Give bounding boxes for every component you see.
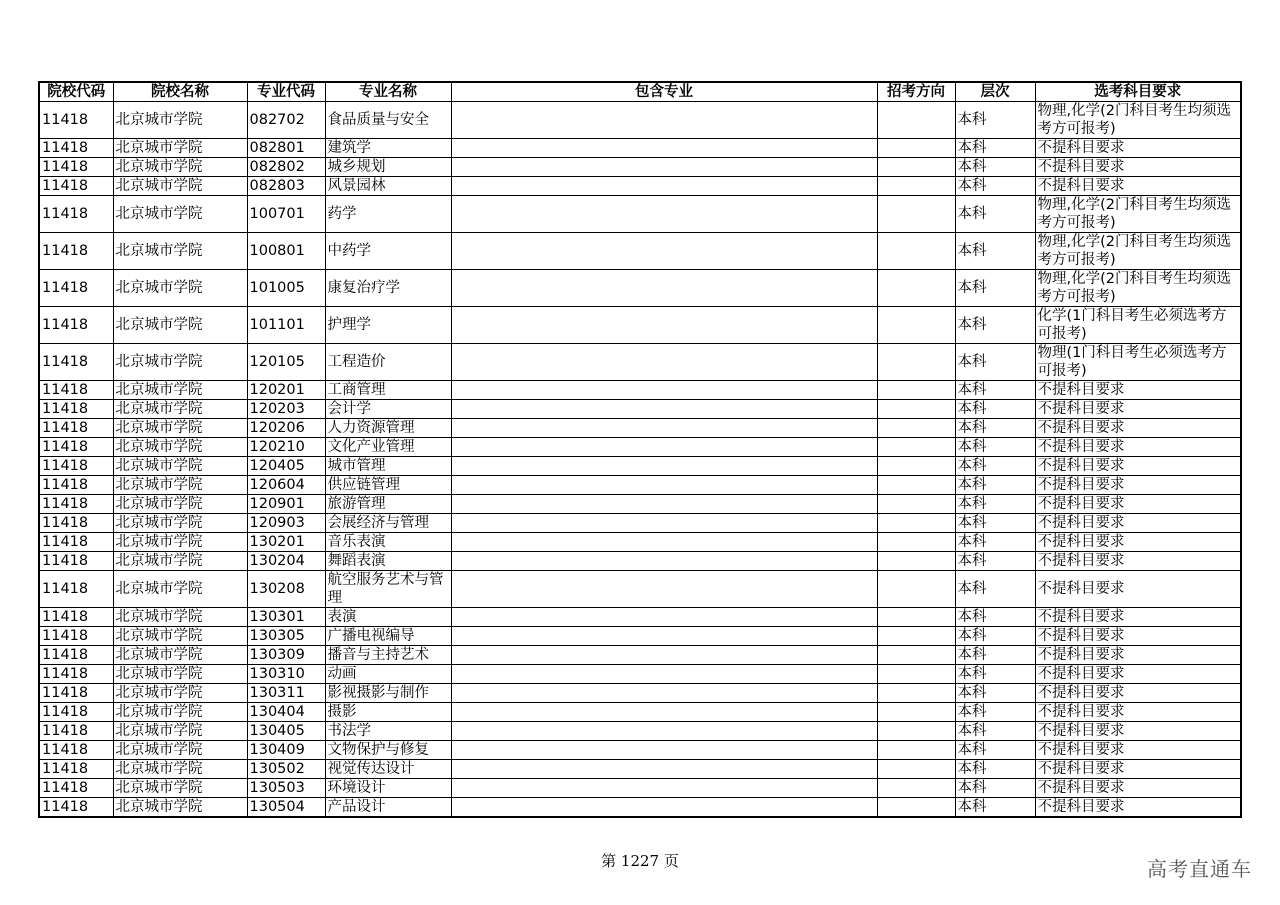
cell-level: 本科 [955, 703, 1035, 722]
cell-included-majors [451, 344, 877, 381]
cell-school-code: 11418 [39, 102, 113, 139]
cell-major-code: 082802 [247, 158, 325, 177]
cell-major-code: 130208 [247, 571, 325, 608]
cell-major-name: 供应链管理 [325, 476, 451, 495]
cell-subject-requirement: 不提科目要求 [1035, 438, 1241, 457]
cell-school-code: 11418 [39, 646, 113, 665]
cell-school-code: 11418 [39, 438, 113, 457]
cell-included-majors [451, 476, 877, 495]
cell-subject-requirement: 不提科目要求 [1035, 571, 1241, 608]
cell-direction [877, 665, 955, 684]
cell-school-code: 11418 [39, 514, 113, 533]
cell-level: 本科 [955, 627, 1035, 646]
cell-level: 本科 [955, 779, 1035, 798]
cell-school-code: 11418 [39, 533, 113, 552]
cell-school-code: 11418 [39, 270, 113, 307]
cell-major-name: 动画 [325, 665, 451, 684]
cell-school-code: 11418 [39, 552, 113, 571]
table-row [39, 552, 1241, 571]
cell-level: 本科 [955, 438, 1035, 457]
cell-major-code: 130301 [247, 608, 325, 627]
cell-major-name: 工程造价 [325, 344, 451, 381]
cell-major-code: 130310 [247, 665, 325, 684]
cell-direction [877, 684, 955, 703]
cell-included-majors [451, 233, 877, 270]
table-row [39, 571, 1241, 608]
cell-major-code: 082801 [247, 139, 325, 158]
cell-major-name: 表演 [325, 608, 451, 627]
table-row [39, 798, 1241, 818]
cell-level: 本科 [955, 233, 1035, 270]
cell-school-name: 北京城市学院 [113, 196, 247, 233]
cell-included-majors [451, 102, 877, 139]
cell-included-majors [451, 722, 877, 741]
cell-school-name: 北京城市学院 [113, 438, 247, 457]
cell-school-name: 北京城市学院 [113, 627, 247, 646]
cell-subject-requirement: 不提科目要求 [1035, 158, 1241, 177]
cell-direction [877, 438, 955, 457]
table-row [39, 307, 1241, 344]
cell-subject-requirement: 不提科目要求 [1035, 381, 1241, 400]
cell-school-name: 北京城市学院 [113, 476, 247, 495]
cell-direction [877, 608, 955, 627]
cell-subject-requirement: 不提科目要求 [1035, 703, 1241, 722]
cell-level: 本科 [955, 495, 1035, 514]
cell-school-name: 北京城市学院 [113, 646, 247, 665]
cell-major-code: 130502 [247, 760, 325, 779]
cell-school-name: 北京城市学院 [113, 233, 247, 270]
cell-major-code: 130503 [247, 779, 325, 798]
cell-direction [877, 495, 955, 514]
cell-subject-requirement: 不提科目要求 [1035, 798, 1241, 818]
cell-subject-requirement: 不提科目要求 [1035, 139, 1241, 158]
cell-major-code: 130409 [247, 741, 325, 760]
table-row [39, 495, 1241, 514]
cell-included-majors [451, 552, 877, 571]
cell-major-code: 120405 [247, 457, 325, 476]
cell-level: 本科 [955, 741, 1035, 760]
cell-major-code: 130504 [247, 798, 325, 818]
cell-level: 本科 [955, 476, 1035, 495]
cell-school-name: 北京城市学院 [113, 139, 247, 158]
cell-included-majors [451, 419, 877, 438]
table-row [39, 270, 1241, 307]
cell-subject-requirement: 不提科目要求 [1035, 627, 1241, 646]
cell-school-name: 北京城市学院 [113, 457, 247, 476]
col-header-school-code: 院校代码 [39, 82, 113, 102]
cell-subject-requirement: 不提科目要求 [1035, 646, 1241, 665]
col-header-level: 层次 [955, 82, 1035, 102]
page-number: 第 1227 页 [601, 852, 679, 870]
cell-major-name: 护理学 [325, 307, 451, 344]
table-row [39, 233, 1241, 270]
cell-major-code: 120105 [247, 344, 325, 381]
cell-included-majors [451, 196, 877, 233]
cell-subject-requirement: 不提科目要求 [1035, 457, 1241, 476]
cell-school-code: 11418 [39, 233, 113, 270]
cell-included-majors [451, 779, 877, 798]
cell-level: 本科 [955, 571, 1035, 608]
cell-level: 本科 [955, 381, 1035, 400]
cell-level: 本科 [955, 344, 1035, 381]
cell-major-name: 摄影 [325, 703, 451, 722]
cell-direction [877, 177, 955, 196]
cell-school-code: 11418 [39, 798, 113, 818]
cell-major-name: 环境设计 [325, 779, 451, 798]
cell-major-name: 中药学 [325, 233, 451, 270]
cell-school-code: 11418 [39, 177, 113, 196]
cell-level: 本科 [955, 798, 1035, 818]
cell-major-code: 100801 [247, 233, 325, 270]
cell-school-name: 北京城市学院 [113, 741, 247, 760]
cell-direction [877, 514, 955, 533]
cell-included-majors [451, 307, 877, 344]
cell-school-code: 11418 [39, 571, 113, 608]
cell-direction [877, 741, 955, 760]
cell-included-majors [451, 798, 877, 818]
table-row [39, 741, 1241, 760]
cell-included-majors [451, 139, 877, 158]
cell-major-code: 101005 [247, 270, 325, 307]
cell-included-majors [451, 438, 877, 457]
table-row [39, 196, 1241, 233]
table-row [39, 438, 1241, 457]
cell-school-name: 北京城市学院 [113, 177, 247, 196]
cell-direction [877, 139, 955, 158]
cell-subject-requirement: 不提科目要求 [1035, 684, 1241, 703]
cell-level: 本科 [955, 270, 1035, 307]
cell-direction [877, 400, 955, 419]
cell-school-name: 北京城市学院 [113, 495, 247, 514]
col-header-major-name: 专业名称 [325, 82, 451, 102]
cell-subject-requirement: 物理(1门科目考生必须选考方可报考) [1035, 344, 1241, 381]
cell-major-name: 食品质量与安全 [325, 102, 451, 139]
cell-school-code: 11418 [39, 476, 113, 495]
cell-direction [877, 533, 955, 552]
cell-major-code: 120203 [247, 400, 325, 419]
cell-major-name: 文物保护与修复 [325, 741, 451, 760]
cell-major-name: 城市管理 [325, 457, 451, 476]
cell-school-code: 11418 [39, 608, 113, 627]
col-header-direction: 招考方向 [877, 82, 955, 102]
cell-school-name: 北京城市学院 [113, 307, 247, 344]
cell-direction [877, 760, 955, 779]
cell-subject-requirement: 物理,化学(2门科目考生均须选考方可报考) [1035, 196, 1241, 233]
cell-major-code: 100701 [247, 196, 325, 233]
cell-included-majors [451, 627, 877, 646]
table-row [39, 779, 1241, 798]
cell-major-code: 130404 [247, 703, 325, 722]
cell-school-code: 11418 [39, 307, 113, 344]
cell-major-name: 人力资源管理 [325, 419, 451, 438]
cell-school-name: 北京城市学院 [113, 400, 247, 419]
cell-major-code: 130204 [247, 552, 325, 571]
cell-level: 本科 [955, 684, 1035, 703]
cell-major-code: 130311 [247, 684, 325, 703]
cell-school-name: 北京城市学院 [113, 514, 247, 533]
cell-level: 本科 [955, 722, 1035, 741]
cell-major-code: 120210 [247, 438, 325, 457]
cell-level: 本科 [955, 158, 1035, 177]
cell-direction [877, 307, 955, 344]
cell-major-name: 书法学 [325, 722, 451, 741]
cell-subject-requirement: 不提科目要求 [1035, 495, 1241, 514]
cell-level: 本科 [955, 177, 1035, 196]
table-header-row [39, 82, 1241, 102]
cell-included-majors [451, 514, 877, 533]
cell-major-code: 082803 [247, 177, 325, 196]
cell-level: 本科 [955, 457, 1035, 476]
cell-school-name: 北京城市学院 [113, 608, 247, 627]
cell-level: 本科 [955, 760, 1035, 779]
cell-subject-requirement: 不提科目要求 [1035, 419, 1241, 438]
cell-subject-requirement: 化学(1门科目考生必须选考方可报考) [1035, 307, 1241, 344]
table-row [39, 684, 1241, 703]
table-row [39, 760, 1241, 779]
cell-school-name: 北京城市学院 [113, 552, 247, 571]
cell-direction [877, 703, 955, 722]
cell-included-majors [451, 608, 877, 627]
cell-major-code: 120901 [247, 495, 325, 514]
cell-subject-requirement: 不提科目要求 [1035, 779, 1241, 798]
cell-school-code: 11418 [39, 400, 113, 419]
cell-major-name: 产品设计 [325, 798, 451, 818]
table-row [39, 627, 1241, 646]
cell-school-name: 北京城市学院 [113, 381, 247, 400]
cell-school-code: 11418 [39, 196, 113, 233]
table-row [39, 381, 1241, 400]
cell-level: 本科 [955, 196, 1035, 233]
cell-school-name: 北京城市学院 [113, 798, 247, 818]
cell-level: 本科 [955, 400, 1035, 419]
cell-level: 本科 [955, 102, 1035, 139]
cell-direction [877, 457, 955, 476]
cell-school-code: 11418 [39, 760, 113, 779]
cell-major-name: 建筑学 [325, 139, 451, 158]
cell-school-code: 11418 [39, 139, 113, 158]
table-row [39, 665, 1241, 684]
col-header-included-majors: 包含专业 [451, 82, 877, 102]
cell-major-code: 101101 [247, 307, 325, 344]
cell-included-majors [451, 495, 877, 514]
cell-direction [877, 233, 955, 270]
cell-subject-requirement: 不提科目要求 [1035, 400, 1241, 419]
table-row [39, 646, 1241, 665]
cell-direction [877, 646, 955, 665]
cell-direction [877, 419, 955, 438]
cell-major-name: 文化产业管理 [325, 438, 451, 457]
cell-school-code: 11418 [39, 344, 113, 381]
cell-included-majors [451, 270, 877, 307]
cell-major-name: 城乡规划 [325, 158, 451, 177]
cell-school-code: 11418 [39, 703, 113, 722]
cell-school-code: 11418 [39, 779, 113, 798]
cell-level: 本科 [955, 665, 1035, 684]
cell-subject-requirement: 物理,化学(2门科目考生均须选考方可报考) [1035, 233, 1241, 270]
cell-major-name: 舞蹈表演 [325, 552, 451, 571]
cell-subject-requirement: 不提科目要求 [1035, 533, 1241, 552]
cell-major-code: 130201 [247, 533, 325, 552]
cell-direction [877, 102, 955, 139]
table-row [39, 514, 1241, 533]
admission-requirements-table [38, 81, 1242, 818]
cell-school-name: 北京城市学院 [113, 684, 247, 703]
cell-major-code: 082702 [247, 102, 325, 139]
cell-school-name: 北京城市学院 [113, 419, 247, 438]
cell-included-majors [451, 646, 877, 665]
cell-level: 本科 [955, 139, 1035, 158]
cell-major-name: 影视摄影与制作 [325, 684, 451, 703]
cell-level: 本科 [955, 419, 1035, 438]
cell-direction [877, 270, 955, 307]
cell-subject-requirement: 不提科目要求 [1035, 760, 1241, 779]
cell-included-majors [451, 177, 877, 196]
cell-school-name: 北京城市学院 [113, 158, 247, 177]
cell-level: 本科 [955, 646, 1035, 665]
cell-included-majors [451, 741, 877, 760]
cell-direction [877, 158, 955, 177]
cell-level: 本科 [955, 608, 1035, 627]
cell-subject-requirement: 不提科目要求 [1035, 741, 1241, 760]
cell-subject-requirement: 不提科目要求 [1035, 665, 1241, 684]
col-header-major-code: 专业代码 [247, 82, 325, 102]
cell-school-code: 11418 [39, 419, 113, 438]
col-header-school-name: 院校名称 [113, 82, 247, 102]
cell-major-name: 旅游管理 [325, 495, 451, 514]
cell-subject-requirement: 不提科目要求 [1035, 177, 1241, 196]
cell-level: 本科 [955, 533, 1035, 552]
cell-major-code: 120604 [247, 476, 325, 495]
cell-school-name: 北京城市学院 [113, 722, 247, 741]
table-row [39, 139, 1241, 158]
cell-subject-requirement: 物理,化学(2门科目考生均须选考方可报考) [1035, 102, 1241, 139]
cell-school-code: 11418 [39, 665, 113, 684]
table-row [39, 177, 1241, 196]
col-header-subject-requirement: 选考科目要求 [1035, 82, 1241, 102]
cell-included-majors [451, 400, 877, 419]
cell-major-code: 120903 [247, 514, 325, 533]
cell-direction [877, 476, 955, 495]
cell-subject-requirement: 物理,化学(2门科目考生均须选考方可报考) [1035, 270, 1241, 307]
cell-subject-requirement: 不提科目要求 [1035, 608, 1241, 627]
cell-subject-requirement: 不提科目要求 [1035, 476, 1241, 495]
cell-school-code: 11418 [39, 158, 113, 177]
cell-school-code: 11418 [39, 627, 113, 646]
cell-direction [877, 722, 955, 741]
cell-major-code: 130309 [247, 646, 325, 665]
cell-included-majors [451, 703, 877, 722]
cell-major-name: 风景园林 [325, 177, 451, 196]
cell-major-name: 视觉传达设计 [325, 760, 451, 779]
cell-school-code: 11418 [39, 741, 113, 760]
cell-school-name: 北京城市学院 [113, 779, 247, 798]
table-row [39, 722, 1241, 741]
cell-included-majors [451, 760, 877, 779]
cell-direction [877, 798, 955, 818]
cell-school-name: 北京城市学院 [113, 533, 247, 552]
table-row [39, 158, 1241, 177]
cell-school-code: 11418 [39, 495, 113, 514]
cell-direction [877, 779, 955, 798]
cell-major-code: 130405 [247, 722, 325, 741]
table-row [39, 703, 1241, 722]
cell-major-name: 康复治疗学 [325, 270, 451, 307]
cell-level: 本科 [955, 552, 1035, 571]
table-row [39, 476, 1241, 495]
cell-direction [877, 344, 955, 381]
cell-school-name: 北京城市学院 [113, 760, 247, 779]
table-row [39, 102, 1241, 139]
cell-major-name: 航空服务艺术与管理 [325, 571, 451, 608]
cell-level: 本科 [955, 514, 1035, 533]
cell-included-majors [451, 457, 877, 476]
table-row [39, 419, 1241, 438]
cell-major-code: 120201 [247, 381, 325, 400]
cell-included-majors [451, 533, 877, 552]
cell-direction [877, 381, 955, 400]
table-body [39, 102, 1241, 818]
cell-major-code: 130305 [247, 627, 325, 646]
cell-major-name: 会计学 [325, 400, 451, 419]
table-row [39, 344, 1241, 381]
cell-school-code: 11418 [39, 381, 113, 400]
cell-major-code: 120206 [247, 419, 325, 438]
cell-subject-requirement: 不提科目要求 [1035, 552, 1241, 571]
cell-level: 本科 [955, 307, 1035, 344]
cell-major-name: 播音与主持艺术 [325, 646, 451, 665]
cell-subject-requirement: 不提科目要求 [1035, 514, 1241, 533]
cell-direction [877, 552, 955, 571]
cell-included-majors [451, 684, 877, 703]
table-row [39, 533, 1241, 552]
cell-major-name: 会展经济与管理 [325, 514, 451, 533]
cell-school-code: 11418 [39, 457, 113, 476]
cell-school-name: 北京城市学院 [113, 665, 247, 684]
cell-school-name: 北京城市学院 [113, 270, 247, 307]
cell-direction [877, 196, 955, 233]
cell-school-name: 北京城市学院 [113, 703, 247, 722]
cell-major-name: 音乐表演 [325, 533, 451, 552]
cell-included-majors [451, 665, 877, 684]
cell-subject-requirement: 不提科目要求 [1035, 722, 1241, 741]
cell-included-majors [451, 158, 877, 177]
watermark: 高考直通车 [1147, 857, 1252, 881]
table-row [39, 457, 1241, 476]
cell-direction [877, 627, 955, 646]
cell-school-name: 北京城市学院 [113, 571, 247, 608]
table-row [39, 400, 1241, 419]
cell-school-code: 11418 [39, 722, 113, 741]
cell-major-name: 药学 [325, 196, 451, 233]
cell-school-name: 北京城市学院 [113, 102, 247, 139]
cell-school-code: 11418 [39, 684, 113, 703]
cell-direction [877, 571, 955, 608]
cell-major-name: 广播电视编导 [325, 627, 451, 646]
table-row [39, 608, 1241, 627]
cell-school-name: 北京城市学院 [113, 344, 247, 381]
cell-major-name: 工商管理 [325, 381, 451, 400]
cell-included-majors [451, 381, 877, 400]
cell-included-majors [451, 571, 877, 608]
